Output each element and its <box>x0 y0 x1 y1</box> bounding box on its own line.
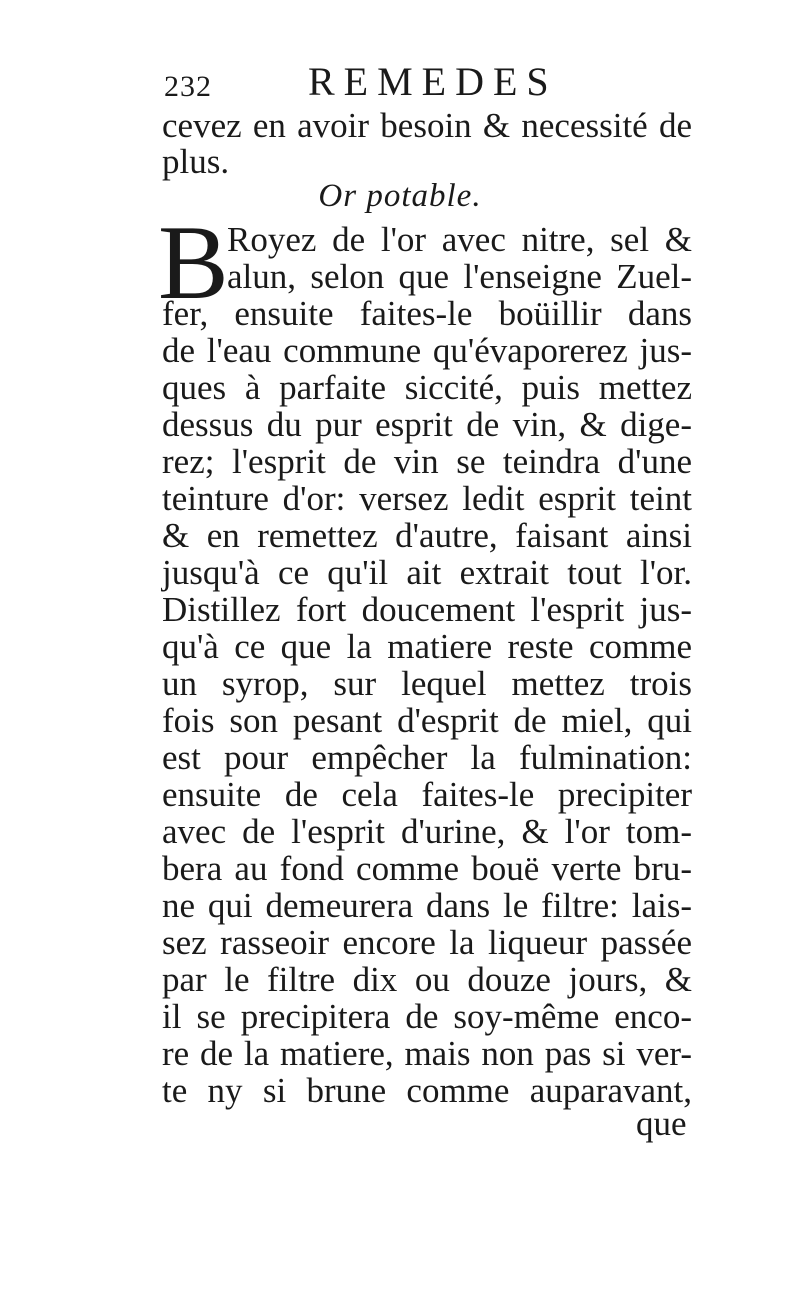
body-line: teinture d'or: versez ledit esprit teint <box>162 479 692 518</box>
body-line: avec de l'esprit d'urine, & l'or tom- <box>162 812 692 851</box>
body-line: dessus du pur esprit de vin, & dige- <box>162 405 692 444</box>
body-line: de l'eau commune qu'évaporerez jus- <box>162 331 692 370</box>
body-line: qu'à ce que la matiere reste comme <box>162 627 692 666</box>
section-title: Or potable. <box>318 178 482 214</box>
body-line: bera au fond comme bouë verte bru- <box>162 849 692 888</box>
body-line: est pour empêcher la fulmination: <box>162 738 692 777</box>
page-number: 232 <box>164 70 212 103</box>
body-line: un syrop, sur lequel mettez trois <box>162 664 692 703</box>
body-line: Royez de l'or avec nitre, sel & <box>227 220 692 259</box>
body-line: re de la matiere, mais non pas si ver- <box>162 1034 692 1073</box>
body-line: ne qui demeurera dans le filtre: lais- <box>162 886 692 925</box>
body-line: par le filtre dix ou douze jours, & <box>162 960 692 999</box>
body-line: fois son pesant d'esprit de miel, qui <box>162 701 692 740</box>
body-line: ques à parfaite siccité, puis mettez <box>162 368 692 407</box>
body-line: & en remettez d'autre, faisant ainsi <box>162 516 692 555</box>
body-line: plus. <box>162 142 230 181</box>
running-title: REMEDES <box>308 59 558 104</box>
body-line: Distillez fort doucement l'esprit jus- <box>162 590 692 629</box>
drop-cap: B <box>158 204 229 321</box>
body-line: rez; l'esprit de vin se teindra d'une <box>162 442 692 481</box>
catchword: que <box>636 1104 687 1143</box>
body-line: te ny si brune comme auparavant, <box>162 1071 692 1110</box>
body-line: il se precipitera de soy-même enco- <box>162 997 692 1036</box>
body-line: cevez en avoir besoin & necessité de <box>162 106 692 145</box>
body-line: ensuite de cela faites-le precipiter <box>162 775 692 814</box>
body-line: jusqu'à ce qu'il ait extrait tout l'or. <box>162 553 692 592</box>
body-line: alun, selon que l'enseigne Zuel- <box>227 257 692 296</box>
body-line: sez rasseoir encore la liqueur passée <box>162 923 692 962</box>
page-header <box>160 58 700 108</box>
body-line: fer, ensuite faites-le boüillir dans <box>162 294 692 333</box>
